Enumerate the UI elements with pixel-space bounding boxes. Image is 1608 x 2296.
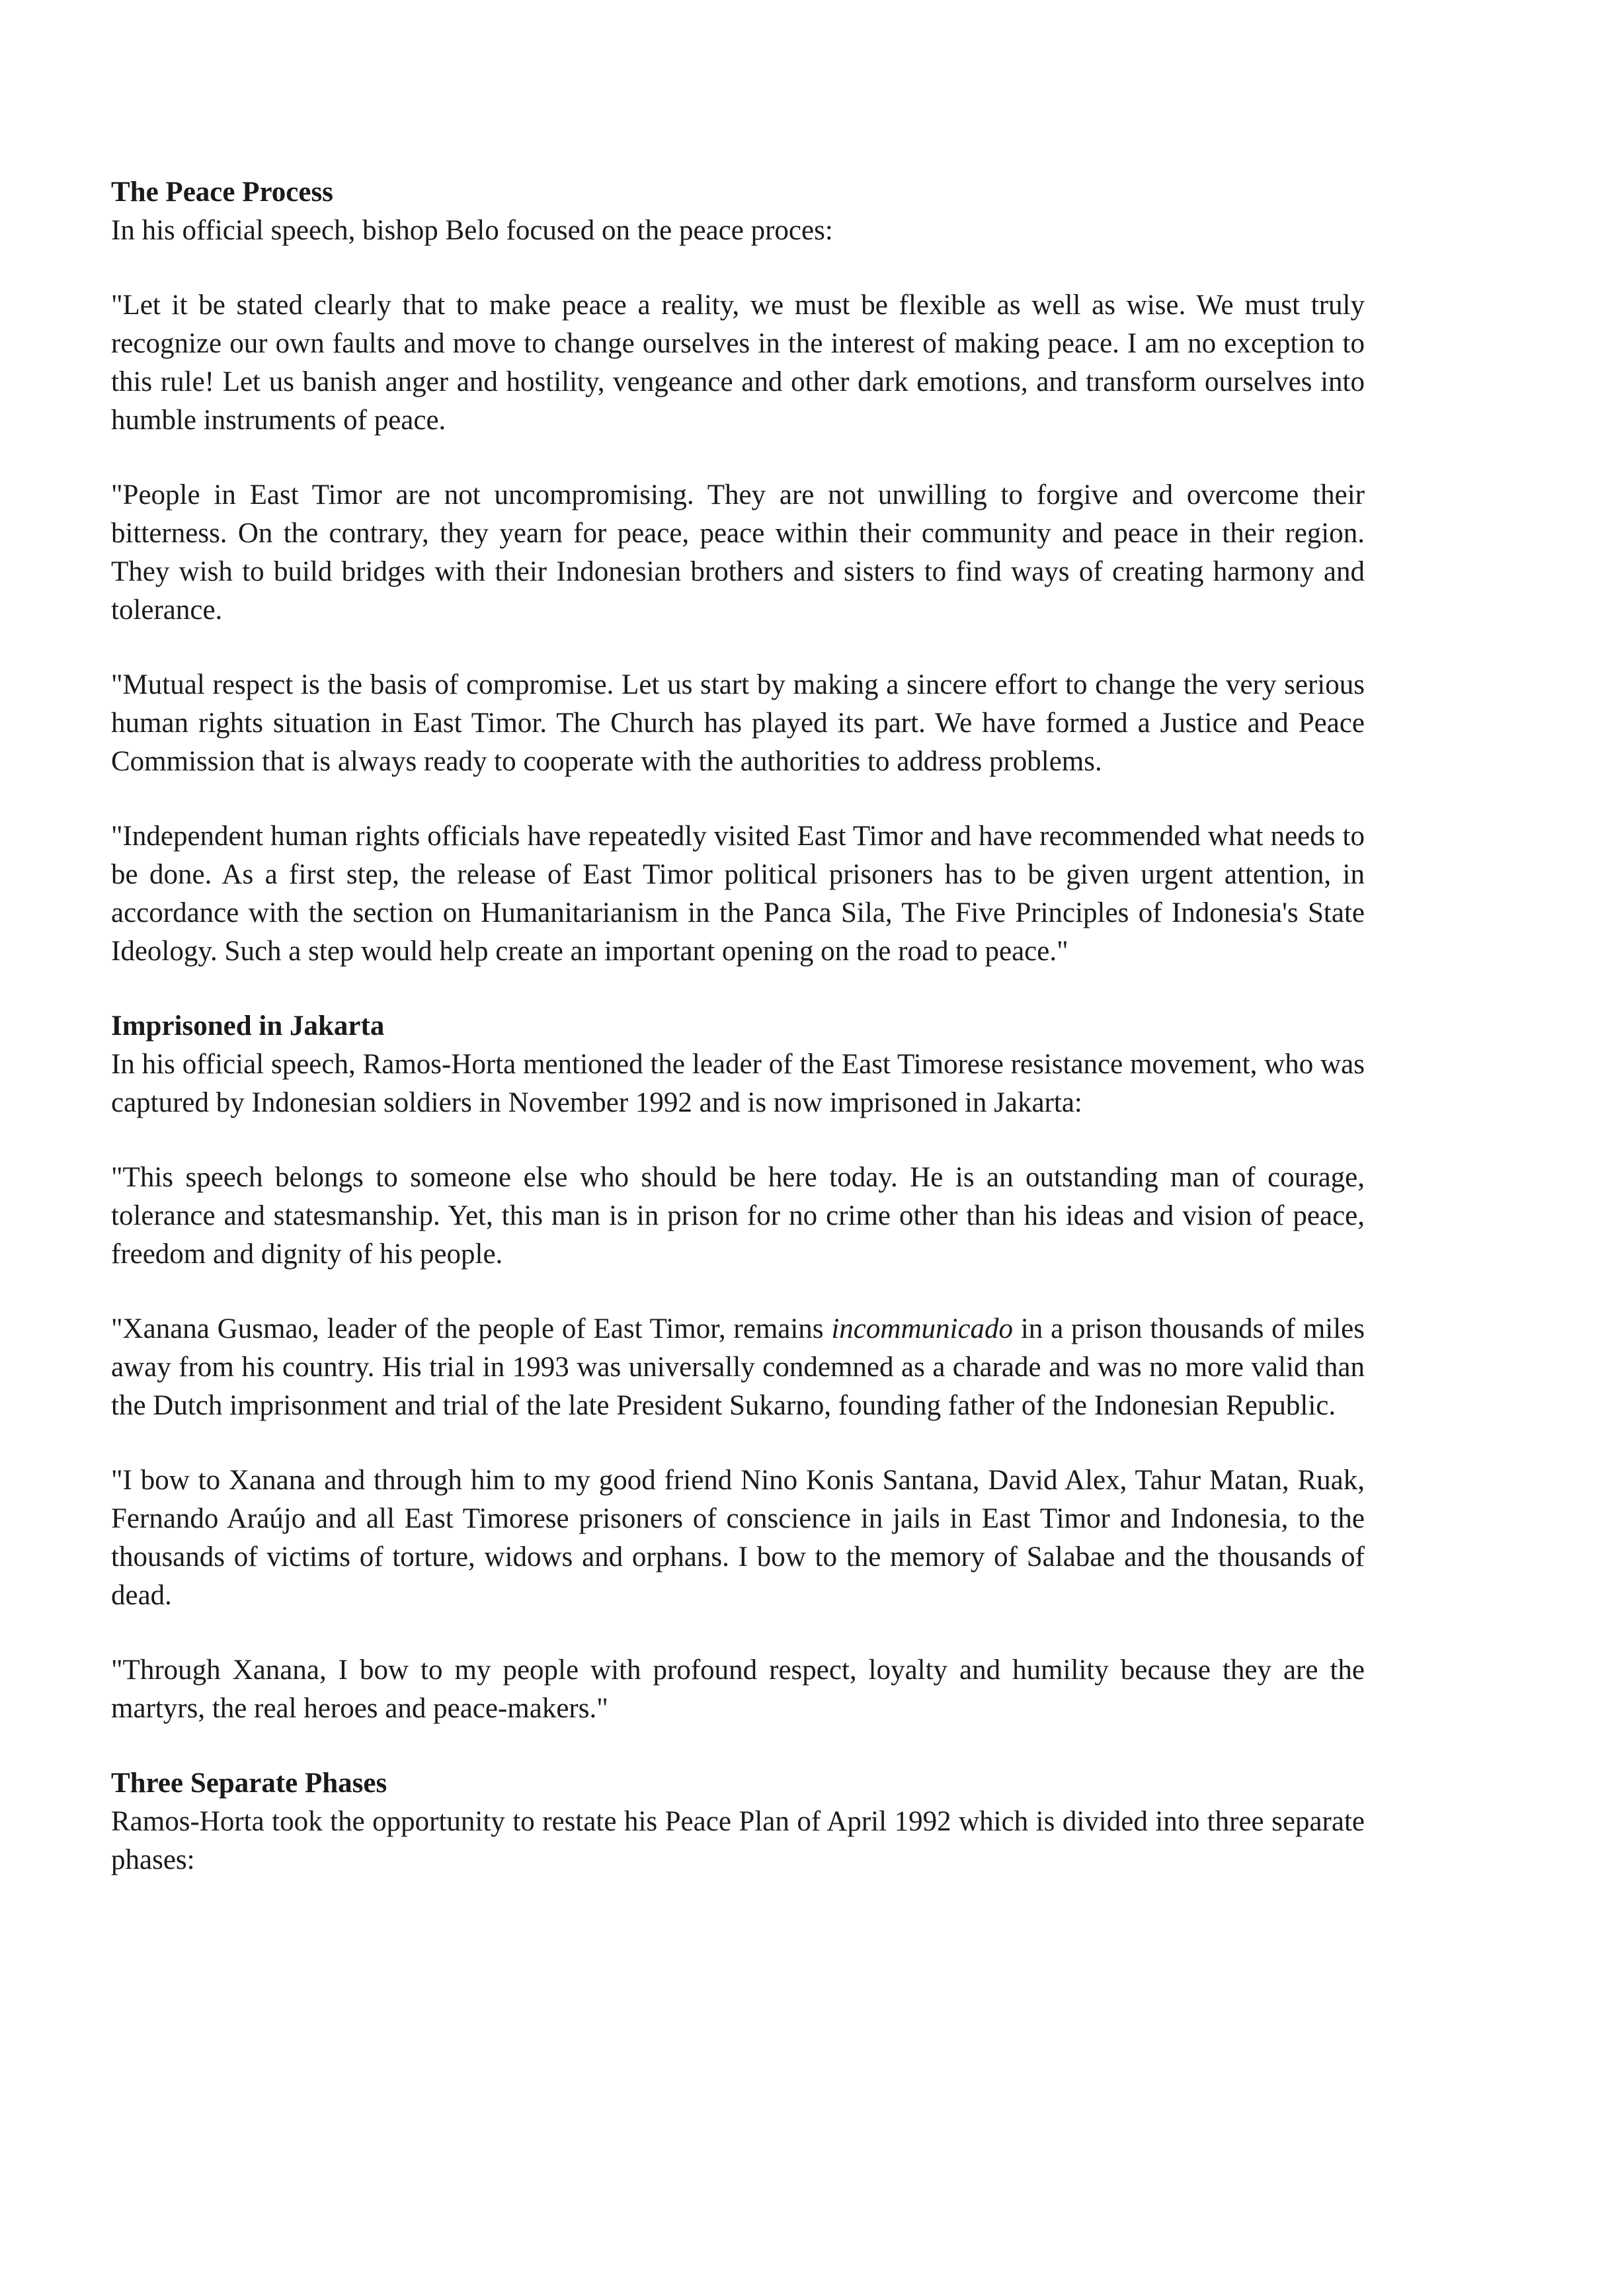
quote-paragraph: "I bow to Xanana and through him to my good friend Nino Konis Santana, David Alex, Tahur Matan, Ruak, Fernando Araújo and all East Timorese prisoners of conscience in jails in East Timor and Indonesia, to the thousands of victims of torture, widows and orphans. I bow to the memory of Salabae and the thousands of dead.	[111, 1465, 1365, 1611]
section-heading: The Peace Process	[111, 177, 333, 208]
section-heading: Three Separate Phases	[111, 1768, 387, 1799]
quote-paragraph: "Mutual respect is the basis of compromise. Let us start by making a sincere effort to change the very serious human rights situation in East Timor. The Church has played its part. We have formed a Justice and Peace Commission that is always ready to cooperate with the authorities to address problems.	[111, 669, 1365, 777]
quote-paragraph: "Through Xanana, I bow to my people with profound respect, loyalty and humility because they are the martyrs, the real heroes and peace-makers."	[111, 1655, 1365, 1724]
section-intro: Ramos-Horta took the opportunity to restate his Peace Plan of April 1992 which is divided into three separate phases:	[111, 1806, 1365, 1875]
section-heading: Imprisoned in Jakarta	[111, 1010, 385, 1042]
quote-text-before: "Xanana Gusmao, leader of the people of East Timor, remains	[111, 1313, 832, 1344]
quote-text-after: in a prison thousands of miles away from his country. His trial in 1993 was universally condemned as a charade and was no more valid than the Dutch imprisonment and trial of the late President Sukarno, founding father of the Indonesian Republic.	[111, 1313, 1365, 1421]
italic-term: incommunicado	[831, 1313, 1014, 1344]
section-intro: In his official speech, bishop Belo focused on the peace proces:	[111, 215, 833, 246]
quote-paragraph: "People in East Timor are not uncompromising. They are not unwilling to forgive and overcome their bitterness. On the contrary, they yearn for peace, peace within their community and peace in their region. They wish to build bridges with their Indonesian brothers and sisters to find ways of creating harmony and tolerance.	[111, 479, 1365, 626]
quote-paragraph: "This speech belongs to someone else who should be here today. He is an outstanding man of courage, tolerance and statesmanship. Yet, this man is in prison for no crime other than his ideas and vision of peace, freedom and dignity of his people.	[111, 1162, 1365, 1270]
section-intro: In his official speech, Ramos-Horta mentioned the leader of the East Timorese resistance movement, who was captured by Indonesian soldiers in November 1992 and is now imprisoned in Jakarta:	[111, 1049, 1365, 1118]
quote-paragraph: "Independent human rights officials have repeatedly visited East Timor and have recommended what needs to be done. As a first step, the release of East Timor political prisoners has to be given urgent attention, in accordance with the section on Humanitarianism in the Panca Sila, The Five Principles of Indonesia's State Ideology. Such a step would help create an important opening on the road to peace."	[111, 821, 1365, 967]
quote-paragraph: "Let it be stated clearly that to make peace a reality, we must be flexible as well as wise. We must truly recognize our own faults and move to change ourselves in the interest of making peace. I am no exception to this rule! Let us banish anger and hostility, vengeance and other dark emotions, and transform ourselves into humble instruments of peace.	[111, 290, 1365, 436]
quote-paragraph-with-italic	[111, 1310, 1365, 1425]
document-page	[111, 173, 1365, 1879]
